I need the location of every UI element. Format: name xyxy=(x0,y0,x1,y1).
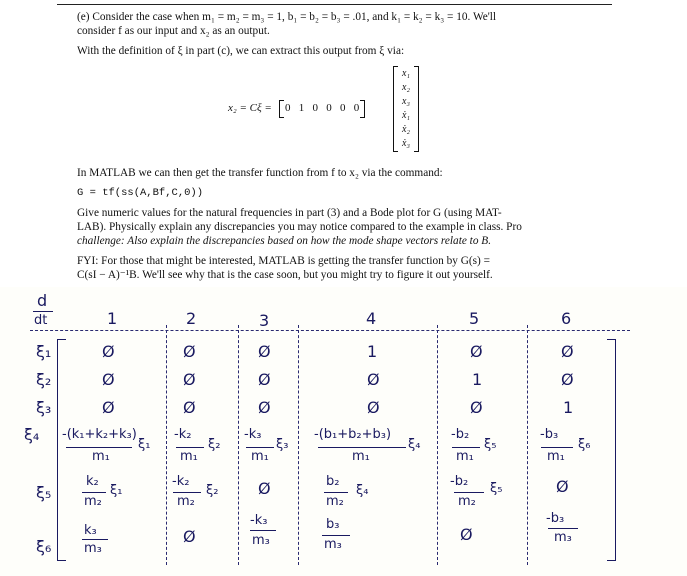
matrix-cell-num: -(k₁+k₂+k₃) xyxy=(62,427,137,442)
ddt-numerator: d xyxy=(37,291,48,310)
vector-item: x₁ xyxy=(402,68,410,79)
matrix-cell: Ø xyxy=(460,525,473,544)
matrix-cell: 1 xyxy=(367,342,378,361)
row-vector-c xyxy=(285,102,359,114)
vector-item: ẋ₃ xyxy=(402,138,410,149)
problem-line-2: consider f as our input and x₂ as an output. xyxy=(77,25,270,37)
matrix-cell: Ø xyxy=(258,342,271,361)
matrix-cell-num: -k₂ xyxy=(174,427,192,442)
matrix-cell-num: -k₃ xyxy=(250,513,268,528)
row-label: ξ₂ xyxy=(36,370,52,389)
matrix-cell-num: -b₃ xyxy=(540,427,559,442)
column-divider xyxy=(166,325,167,565)
problem-line-9: C(sI − A)⁻¹B. We'll see why that is the case soon, but you might try to figure it out yourself. xyxy=(77,269,493,281)
column-divider xyxy=(437,325,438,565)
row-vector-values: 0 1 0 0 0 0 xyxy=(285,102,360,114)
matrix-cell: Ø xyxy=(183,370,196,389)
matrix-left-bracket xyxy=(57,339,66,561)
matrix-cell-den: m₂ xyxy=(177,494,195,509)
matrix-cell: Ø xyxy=(470,398,483,417)
matrix-cell: Ø xyxy=(561,370,574,389)
top-rule xyxy=(57,4,612,5)
matrix-cell: Ø xyxy=(258,479,271,498)
matrix-cell-den: m₂ xyxy=(458,494,476,509)
matrix-cell-den: m₁ xyxy=(92,449,110,464)
problem-line-8: FYI: For those that might be interested, MATLAB is getting the transfer function by G(s) = xyxy=(77,255,490,267)
fraction-line xyxy=(250,530,276,531)
problem-line-1: (e) Consider the case when m₁ = m₂ = m₃ = 1, b₁ = b₂ = b₃ = .01, and k₁ = k₂ = k₃ = 10. We'll xyxy=(77,11,497,23)
matrix-cell-num: b₂ xyxy=(326,474,340,489)
matrix-cell-den: m₃ xyxy=(252,533,270,548)
matrix-cell: Ø xyxy=(258,398,271,417)
matlab-command: G = tf(ss(A,Bf,C,0)) xyxy=(77,187,204,199)
fraction-line xyxy=(454,492,484,493)
header-divider xyxy=(30,330,630,331)
matrix-cell-den: m₃ xyxy=(554,530,572,545)
fraction-line xyxy=(246,447,274,448)
fraction-line xyxy=(318,447,406,448)
matrix-cell: Ø xyxy=(183,527,196,546)
fraction-line xyxy=(452,447,480,448)
problem-line-5: Give numeric values for the natural frequencies in part (3) and a Bode plot for G (using MAT- xyxy=(77,207,502,219)
matrix-cell-num: k₂ xyxy=(86,474,99,489)
fraction-line xyxy=(66,447,132,448)
matrix-cell-num: -b₂ xyxy=(450,474,469,489)
matrix-cell-den: m₁ xyxy=(456,449,474,464)
problem-line-7: challenge: Also explain the discrepancies based on how the mode shape vectors relate to B. xyxy=(77,235,492,247)
matrix-cell: 1 xyxy=(472,370,483,389)
problem-line-4: In MATLAB we can then get the transfer function from f to x₂ via the command: xyxy=(77,167,443,179)
matrix-cell-num: -k₃ xyxy=(244,427,262,442)
fraction-line xyxy=(322,535,350,536)
matrix-cell-sym: ξ₄ xyxy=(356,483,369,498)
row-label: ξ₁ xyxy=(36,342,52,361)
matrix-cell-den: m₁ xyxy=(547,449,565,464)
matrix-cell-sym: ξ₄ xyxy=(408,437,421,452)
matrix-cell-sym: ξ₆ xyxy=(578,437,591,452)
col-header: 3 xyxy=(259,311,270,330)
matrix-cell: Ø xyxy=(102,342,115,361)
col-header: 1 xyxy=(107,309,118,328)
fraction-line xyxy=(548,528,578,529)
col-header: 5 xyxy=(469,309,480,328)
matrix-cell: Ø xyxy=(556,477,569,496)
problem-text-region xyxy=(0,0,687,285)
fraction-line xyxy=(176,447,204,448)
fraction-line xyxy=(82,492,106,493)
matrix-cell-sym: ξ₃ xyxy=(276,437,289,452)
col-header: 2 xyxy=(186,309,197,328)
row-label: ξ₆ xyxy=(36,537,52,556)
output-equation-lhs: x₂ = Cξ = xyxy=(228,102,272,114)
matrix-cell-den: m₂ xyxy=(326,494,344,509)
matrix-cell-den: m₃ xyxy=(84,541,102,556)
matrix-cell-sym: ξ₅ xyxy=(490,481,503,496)
matrix-cell: Ø xyxy=(367,370,380,389)
vector-item: ẋ₂ xyxy=(402,124,410,135)
matrix-cell-den: m₁ xyxy=(352,449,370,464)
problem-line-6: LAB). Physically explain any discrepancies you may notice compared to the example in class. Pro xyxy=(77,221,522,233)
matrix-cell-den: m₁ xyxy=(251,449,269,464)
matrix-cell: Ø xyxy=(258,370,271,389)
fraction-line xyxy=(82,539,108,540)
ddt-fraction-line xyxy=(33,311,53,312)
matrix-cell: Ø xyxy=(561,342,574,361)
ddt-denominator: dt xyxy=(34,313,48,328)
matrix-cell-sym: ξ₂ xyxy=(208,437,221,452)
matrix-cell-sym: ξ₅ xyxy=(484,437,497,452)
vector-item: x₂ xyxy=(402,82,410,93)
column-divider xyxy=(238,325,239,565)
matrix-cell: Ø xyxy=(367,398,380,417)
row-label: ξ₄ xyxy=(24,425,40,444)
matrix-cell-den: m₂ xyxy=(84,494,102,509)
col-header: 4 xyxy=(366,309,377,328)
matrix-cell: Ø xyxy=(470,342,483,361)
matrix-cell: 1 xyxy=(563,398,574,417)
problem-line-3: With the definition of ξ in part (c), we can extract this output from ξ via: xyxy=(77,45,405,57)
col-header: 6 xyxy=(561,309,572,328)
matrix-cell-sym: ξ₁ xyxy=(138,437,151,452)
matrix-cell: Ø xyxy=(102,370,115,389)
fraction-line xyxy=(324,492,348,493)
vector-item: x₃ xyxy=(402,96,410,107)
matrix-cell-den: m₁ xyxy=(180,449,198,464)
row-label: ξ₅ xyxy=(36,483,52,502)
column-divider xyxy=(527,325,528,565)
matrix-cell-num: -b₂ xyxy=(451,427,470,442)
matrix-cell-num: k₃ xyxy=(84,523,97,538)
matrix-cell: Ø xyxy=(183,398,196,417)
state-vector xyxy=(393,66,419,152)
matrix-cell-num: -(b₁+b₂+b₃) xyxy=(314,427,392,442)
matrix-cell-num: -b₃ xyxy=(546,511,565,526)
column-divider xyxy=(298,325,299,565)
matrix-right-bracket xyxy=(607,339,616,561)
matrix-cell-sym: ξ₂ xyxy=(206,483,219,498)
matrix-cell: Ø xyxy=(183,342,196,361)
matrix-cell-num: -k₂ xyxy=(172,474,190,489)
row-label: ξ₃ xyxy=(36,398,52,417)
fraction-line xyxy=(541,447,573,448)
matrix-cell: Ø xyxy=(102,398,115,417)
vector-item: ẋ₁ xyxy=(402,110,410,121)
matrix-cell-sym: ξ₁ xyxy=(110,483,123,498)
matrix-cell-num: b₃ xyxy=(326,517,340,532)
matrix-cell-den: m₃ xyxy=(324,537,342,552)
handwritten-matrix xyxy=(0,287,687,576)
fraction-line xyxy=(173,492,201,493)
